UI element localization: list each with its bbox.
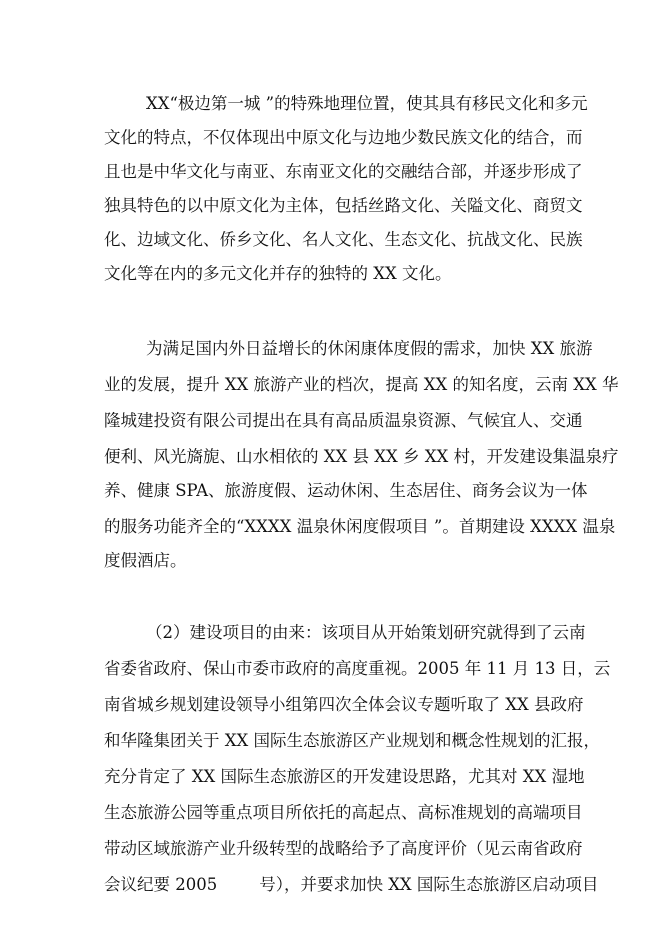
text-line: 养、健康 SPA、旅游度假、运动休闲、生态居住、商务会议为一体	[104, 481, 588, 500]
text-line: 化、边域文化、侨乡文化、名人文化、生态文化、抗战文化、民族	[104, 230, 583, 249]
text-line: 带动区域旅游产业升级转型的战略给予了高度评价（见云南省政府	[104, 839, 583, 858]
text-line: XX“极边第一城 ”的特殊地理位置，使其具有移民文化和多元	[146, 94, 588, 113]
text-line: 度假酒店。	[104, 551, 187, 570]
text-line: 南省城乡规划建设领导小组第四次全体会议专题听取了 XX 县政府	[104, 695, 584, 714]
text-line: 省委省政府、保山市委市政府的高度重视。2005 年 11 月 13 日，云	[104, 659, 611, 678]
text-line: 便利、风光旖旎、山水相依的 XX 县 XX 乡 XX 村，开发建设集温泉疗	[104, 447, 619, 466]
text-line: 会议纪要 2005 号），并要求加快 XX 国际生态旅游区启动项目	[104, 875, 599, 894]
text-line: 且也是中华文化与南亚、东南亚文化的交融结合部，并逐步形成了	[104, 162, 583, 181]
text-line: 业的发展，提升 XX 旅游产业的档次，提高 XX 的知名度，云南 XX 华	[104, 375, 619, 394]
text-line: 的服务功能齐全的“XXXX 温泉休闲度假项目 ”。首期建设 XXXX 温泉	[104, 517, 616, 536]
text-line: 隆城建投资有限公司提出在具有高品质温泉资源、气候宜人、交通	[104, 411, 583, 430]
text-line: 文化等在内的多元文化并存的独特的 XX 文化。	[104, 264, 452, 283]
text-line: 生态旅游公园等重点项目所依托的高起点、高标准规划的高端项目	[104, 803, 583, 822]
text-line: 为满足国内外日益增长的休闲康体度假的需求，加快 XX 旅游	[146, 339, 593, 358]
text-line: （2）建设项目的由来：该项目从开始策划研究就得到了云南	[146, 623, 586, 642]
text-line: 和华隆集团关于 XX 国际生态旅游区产业规划和概念性规划的汇报，	[104, 731, 600, 750]
text-line: 文化的特点，不仅体现出中原文化与边地少数民族文化的结合，而	[104, 128, 583, 147]
text-line: 充分肯定了 XX 国际生态旅游区的开发建设思路，尤其对 XX 湿地	[104, 767, 585, 786]
text-line: 独具特色的以中原文化为主体，包括丝路文化、关隘文化、商贸文	[104, 196, 583, 215]
